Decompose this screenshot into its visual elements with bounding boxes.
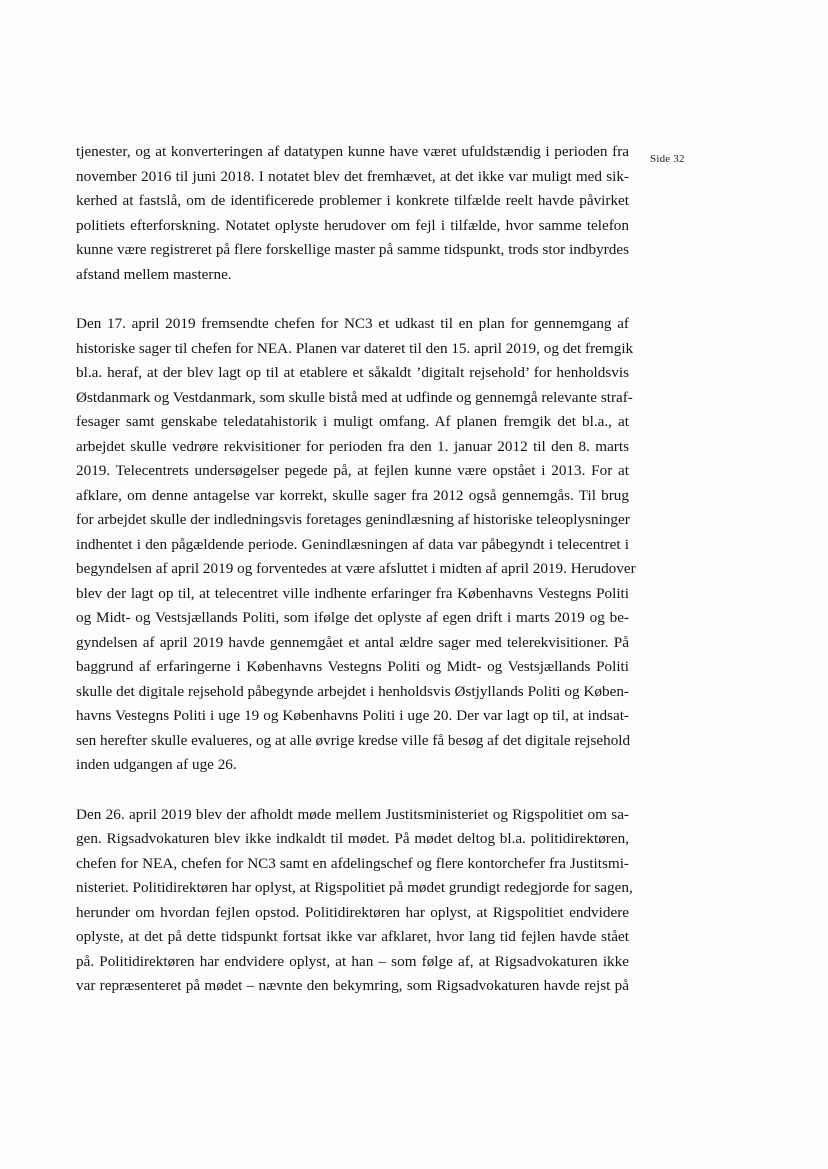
text-line: chefen for NEA, chefen for NC3 samt en afdelingschef og flere kontorchefer fra Justitsmi- [76, 854, 629, 872]
text-line: tjenester, og at konverteringen af datatypen kunne have været ufuldstændig i perioden fra [76, 143, 629, 160]
text-line: skulle det digitale rejsehold påbegynde arbejdet i henholdsvis Østjyllands Politi og Køben- [76, 682, 629, 700]
text-line: november 2016 til juni 2018. I notatet blev det fremhævet, at det ikke var muligt med sik- [76, 167, 629, 185]
text-line: blev der lagt op til, at telecentret ville indhente erfaringer fra Københavns Vestegns Politi [76, 584, 629, 602]
text-line: indhentet i den pågældende periode. Genindlæsningen af data var påbegyndt i telecentret i [76, 535, 629, 553]
text-line: politiets efterforskning. Notatet oplyste herudover om fejl i tilfælde, hvor samme telefon [76, 216, 629, 234]
text-line: og Midt- og Vestsjællands Politi, som ifølge det oplyste af egen drift i marts 2019 og be- [76, 609, 629, 626]
text-line: Den 26. april 2019 blev der afholdt møde mellem Justitsministeriet og Rigspolitiet om sa- [76, 805, 629, 823]
text-line: kunne være registreret på flere forskellige master på samme tidspunkt, trods stor indbyrdes [76, 241, 629, 258]
text-line: på. Politidirektøren har endvidere oplyst, at han – som følge af, at Rigsadvokaturen ikke [76, 952, 629, 970]
text-line: Østdanmark og Vestdanmark, som skulle bistå med at udfinde og gennemgå relevante straf- [76, 388, 633, 406]
text-line: arbejdet skulle vedrøre rekvisitioner for perioden fra den 1. januar 2012 til den 8. marts [76, 437, 629, 455]
text-line: herunder om hvordan fejlen opstod. Politidirektøren har oplyst, at Rigspolitiet endvidere [76, 903, 629, 921]
paragraph-1 [76, 140, 629, 287]
text-line: fesager samt genskabe teledatahistorik i muligt omfang. Af planen fremgik det bl.a., at [76, 413, 629, 430]
text-line: Den 17. april 2019 fremsendte chefen for NC3 et udkast til en plan for gennemgang af [76, 315, 629, 332]
body-text [76, 140, 636, 999]
text-line: gyndelsen af april 2019 havde gennemgået et antal ældre sager med telerekvisitioner. På [76, 633, 629, 651]
paragraph-3 [76, 803, 633, 999]
text-line: gen. Rigsadvokaturen blev ikke indkaldt til mødet. På mødet deltog bl.a. politidirektøren, [76, 830, 629, 847]
text-line: afklare, om denne antagelse var korrekt, skulle sager fra 2012 også gennemgås. Til brug [76, 486, 629, 504]
text-line: baggrund af erfaringerne i Københavns Vestegns Politi og Midt- og Vestsjællands Politi [76, 658, 629, 675]
text-line: begyndelsen af april 2019 og forventedes at være afsluttet i midten af april 2019. Herudover [76, 560, 636, 577]
text-line: nisteriet. Politidirektøren har oplyst, at Rigspolitiet på mødet grundigt redegjorde for sagen, [76, 879, 633, 896]
text-line: 2019. Telecentrets undersøgelser pegede på, at fejlen kunne være opstået i 2013. For at [76, 462, 629, 479]
text-line: for arbejdet skulle der indledningsvis foretages genindlæsning af historiske teleoplysninger [76, 511, 630, 528]
text-line: afstand mellem masterne. [76, 265, 232, 283]
text-line: oplyste, at det på dette tidspunkt fortsat ikke var afklaret, hvor lang tid fejlen havde stået [76, 928, 629, 945]
text-line: var repræsenteret på mødet – nævnte den bekymring, som Rigsadvokaturen havde rejst på [76, 977, 629, 994]
page-number: Side 32 [650, 153, 685, 165]
text-line: historiske sager til chefen for NEA. Planen var dateret til den 15. april 2019, og det fremgik [76, 339, 634, 357]
text-line: kerhed at fastslå, om de identificerede problemer i konkrete tilfælde reelt havde påvirket [76, 192, 629, 209]
text-line: inden udgangen af uge 26. [76, 756, 237, 773]
text-line: sen herefter skulle evalueres, og at alle øvrige kredse ville få besøg af det digitale rejsehold [76, 731, 631, 749]
paragraph-2 [76, 312, 636, 778]
text-line: havns Vestegns Politi i uge 19 og Københavns Politi i uge 20. Der var lagt op til, at indsat- [76, 707, 629, 724]
text-line: bl.a. heraf, at der blev lagt op til at etablere et såkaldt ’digitalt rejsehold’ for henholdsvis [76, 364, 629, 381]
